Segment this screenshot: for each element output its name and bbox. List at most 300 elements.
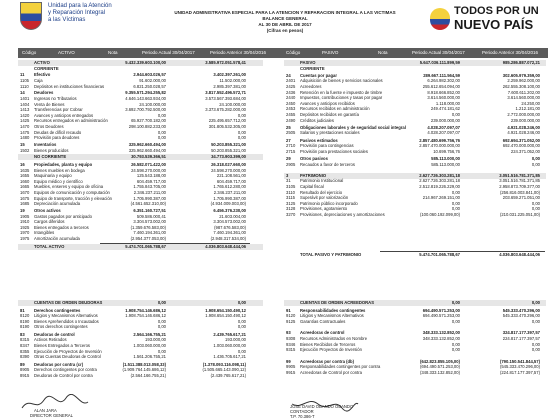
current-value: 2.512.819.226.229,00 (419, 184, 460, 189)
account-name: Retención en la fuente e impuesto de timbre (300, 89, 383, 95)
current-value: 5.474.701.065.788,67 (125, 243, 166, 249)
current-value: 24.100.000,00 (139, 101, 166, 107)
previous-value: 0,00 (531, 347, 540, 353)
memo-right-title (0, 300, 560, 306)
previous-value: 0,00 (237, 324, 246, 330)
previous-value: 50.203.855.321,00 (211, 142, 246, 147)
previous-value: (2.439.765.617,21) (210, 372, 246, 378)
account-name: Cuentas por pagar (300, 72, 337, 78)
previous-value: (4.934.009.003,00) (210, 201, 246, 207)
previous-value: 0,00 (531, 318, 540, 324)
account-code: 25 (286, 124, 291, 130)
current-value: 0,00 (451, 189, 460, 195)
current-value: 3.304.573.002,00 (133, 219, 166, 225)
current-value: (694.490.571.253,00) (419, 364, 460, 370)
previous-value: 3.585.972.051.578,41 (205, 60, 246, 65)
previous-value: 324.817.177.397,57 (502, 330, 540, 336)
previous-value: 225.495.657.712,00 (208, 118, 246, 124)
account-code: 2450 (286, 100, 296, 106)
current-value: 1.908.754.146.686,12 (125, 313, 166, 319)
slogan-line-1: TODOS POR UN (454, 5, 539, 17)
account-code: 8190 (20, 318, 30, 324)
account-code: 1470 (20, 124, 30, 129)
account-name: Impuestos, contribuciones y tasas por pagar (300, 95, 383, 101)
previous-value: 3.304.573.002,00 (213, 219, 246, 225)
account-code: 8915 (20, 372, 30, 378)
current-value: 2.346.237.211,00 (133, 190, 166, 195)
previous-value: 545.333.470.296,00 (502, 313, 540, 319)
previous-value: 3.573.567.393.684,00 (205, 96, 246, 101)
total-liabilities-equity-row (0, 252, 560, 258)
account-name: TOTAL ACTIVO (34, 243, 65, 249)
column-header-left: Nota (108, 50, 118, 55)
account-code: 8120 (20, 313, 30, 319)
current-value: 3.614.560.000,00 (427, 95, 460, 101)
account-name: Transferencias por Cobrar (34, 107, 83, 113)
account-name: Derechos contingentes por contra (34, 367, 97, 373)
account-code: 2425 (286, 84, 296, 89)
current-value: 2.627.726.303.281,18 (419, 172, 460, 178)
account-code: 9346 (286, 341, 296, 347)
signature-left-role: DIRECTOR GENERAL (30, 413, 73, 418)
account-name: Capital fiscal (300, 184, 324, 189)
title-line: UNIDAD ADMINISTRATIVA ESPECIAL PARA LA ATENCION Y REPARACION INTEGRAL A LAS VICTIMAS (174, 10, 396, 15)
current-value: 7.460.194.361,00 (133, 230, 166, 236)
account-name: Otros pasivos (300, 156, 328, 161)
account-name: Salarios y prestaciones sociales (300, 130, 360, 136)
current-value: 325.962.660.494,00 (128, 142, 166, 147)
account-code: 24 (286, 72, 291, 78)
account-name: Caja (34, 78, 43, 83)
account-name: Ejecución Proyectos de Inversión (300, 347, 362, 353)
title-line: BALANCE GENERAL (262, 16, 308, 21)
account-code: 1480 (20, 135, 30, 141)
previous-value: 0,00 (531, 200, 540, 206)
account-code: 91 (286, 307, 291, 313)
account-name: Ingresos no Tributarios (34, 96, 77, 101)
account-name: Depósitos en instituciones financieras (34, 83, 105, 89)
account-name: Venta de Bienes (34, 101, 65, 107)
account-name: Intangibles (34, 230, 55, 236)
title-line: AL 30 DE ABRIL DE 2017 (258, 22, 312, 27)
current-value: 604.459.717,00 (136, 178, 166, 184)
previous-value: 692.694.371.052,00 (502, 137, 540, 143)
account-code: 14 (20, 90, 25, 96)
current-value: 0,00 (157, 129, 166, 135)
account-name: Bienes Aprehendidos o Incautados (34, 318, 99, 324)
account-name: Muebles, enseres y equipo de oficina (34, 184, 104, 190)
previous-value: 302.605.979.359,00 (502, 72, 540, 78)
account-code: 2490 (286, 117, 296, 123)
account-name: Provisiones, depreciaciones y amortizaciones (300, 212, 385, 217)
current-value: 0,00 (157, 348, 166, 354)
account-code: 9915 (286, 370, 296, 375)
account-name: Depreciación acumulada (34, 201, 81, 207)
account-code: 1420 (20, 112, 30, 118)
account-code: 3270 (286, 212, 296, 217)
account-name: Bienes Recibidos de Terceros (300, 341, 356, 347)
account-name: Recursos entregados en administración (34, 118, 108, 124)
previous-value: 0,00 (237, 135, 246, 141)
account-code: 8190 (20, 324, 30, 330)
account-name: Responsabilidades contingentes por contra (300, 364, 381, 370)
current-value: 6.351.160.727,51 (133, 208, 166, 213)
account-name: Avances y anticipos recibidos (300, 100, 355, 106)
current-value: 4.646.143.663.934,00 (125, 96, 166, 101)
previous-value: 0,00 (531, 161, 540, 167)
previous-value: 193.000,00 (225, 337, 246, 343)
account-code: 1655 (20, 173, 30, 179)
account-name: Amortización acumulada (34, 236, 80, 241)
current-value: 2.857.480.699.756,76 (419, 137, 460, 143)
current-value: 239.000.000,00 (430, 117, 460, 123)
current-value: 2.627.726.303.281,18 (419, 178, 460, 184)
previous-value: 224.371.052,00 (510, 148, 540, 154)
account-code: 1970 (20, 230, 30, 236)
current-value: (4.561.652.310,00) (130, 201, 166, 207)
account-code: 9308 (286, 336, 296, 341)
table-row (0, 130, 560, 136)
account-name: CUENTAS DE ORDEN ACREEDORAS (300, 300, 374, 305)
table-row (0, 370, 560, 376)
account-code: 1110 (20, 83, 29, 89)
previous-value: 11.502.000,00 (219, 78, 246, 83)
current-value: 585.113.000,00 (431, 161, 460, 167)
current-value: 1.908.754.146.686,12 (125, 307, 166, 313)
previous-value: 0,00 (237, 348, 246, 354)
coat-of-arms-icon (20, 2, 42, 30)
column-header-right: Periodo Actual 30/04/2017 (412, 50, 465, 55)
account-name: Bienes Entregados a Terceros (34, 343, 91, 348)
current-value: 348.333.132.852,00 (422, 330, 460, 336)
previous-value: 34.773.903.399,00 (211, 154, 246, 160)
current-value: 8.918.666.852,00 (427, 89, 460, 95)
account-code: 1475 (20, 129, 30, 135)
account-code: 8355 (20, 348, 30, 354)
current-value: 9.355.571.294.255,82 (125, 90, 166, 96)
current-value: 30.793.539.366,51 (131, 154, 166, 160)
unit-name-line-1: Unidad para la Atención (48, 3, 112, 9)
previous-value: (210.031.225.051,00) (499, 212, 540, 217)
account-code: 1635 (20, 167, 30, 173)
current-value: 0,00 (451, 200, 460, 206)
current-value: 0,00 (157, 112, 166, 118)
previous-value: (790.150.541.844,57) (499, 358, 540, 364)
current-value: 694.490.571.253,00 (422, 313, 460, 319)
account-name: Provisión para contingencias (300, 143, 354, 149)
current-value: 0,00 (157, 135, 166, 141)
current-value: 1.118.000,00 (435, 100, 460, 106)
account-code: 2455 (286, 112, 296, 117)
previous-value: 24.598.270.000,00 (211, 167, 246, 173)
current-value: 585.113.000,00 (431, 156, 460, 161)
previous-value: 221.108.561,00 (216, 173, 246, 179)
account-name: Recaudos a favor de terceros (300, 161, 355, 167)
previous-value: 26.318.027.660,00 (211, 162, 246, 167)
account-name: Adquisición de bienes y servicios nacionales (300, 78, 383, 84)
account-code: 3110 (286, 189, 296, 195)
previous-value: 0,00 (237, 300, 246, 305)
title-line: (Cifras en pesos) (266, 28, 304, 33)
previous-value: 1.908.654.150.490,12 (205, 313, 246, 319)
previous-value: 985.286.887.072,21 (502, 60, 540, 65)
previous-value: 2.346.237.211,00 (213, 190, 246, 195)
current-value: 694.490.571.253,00 (422, 307, 460, 313)
current-value: 5.474.701.065.788,67 (419, 252, 460, 258)
account-name: Otros derechos contingentes (34, 324, 88, 330)
account-name: Acreedoras de control (300, 330, 345, 336)
account-code: 1905 (20, 213, 30, 219)
current-value: 65.927.700.182,00 (131, 118, 166, 124)
account-code: 1660 (20, 178, 30, 184)
account-name: Litigios y Mecanismos Alternativos (34, 313, 98, 319)
unit-name-line-2: y Reparación Integral (48, 10, 106, 16)
account-code: 9905 (286, 364, 296, 370)
account-name: Superávit por valorización (300, 195, 349, 201)
account-code: 2436 (286, 89, 296, 95)
account-name: CORRIENTE (300, 65, 325, 71)
previous-value: 0,00 (237, 318, 246, 324)
current-value: (1.359.676.583,00) (130, 224, 166, 230)
previous-value: 3.817.552.496.572,71 (205, 90, 246, 96)
account-code: 1675 (20, 195, 30, 201)
signature-right-role: CONTADOR (290, 409, 314, 414)
current-value: (1.909.764.145.686,12) (122, 367, 166, 373)
section-title (0, 66, 560, 72)
current-value: 1.705.990.387,00 (133, 195, 166, 201)
current-value: 24.598.270.000,00 (131, 167, 166, 173)
current-value: (1.511.388.013.058,33) (122, 361, 166, 367)
previous-value: 301.805.532.305,00 (208, 124, 246, 129)
account-name: Provisión para prestaciones sociales (300, 148, 368, 154)
current-value: 5.432.339.603.100,00 (125, 60, 166, 65)
account-name: TOTAL PASIVO Y PATRIMONIO (300, 252, 362, 258)
previous-value: (256.816.003.841,00) (499, 189, 540, 195)
account-code: 1105 (20, 78, 30, 83)
column-header-left: Código (22, 50, 37, 55)
previous-value: 2.958.873.709.377,00 (499, 184, 540, 189)
current-value: 0,00 (451, 347, 460, 353)
column-header-right: Periodo Anterior 30/04/2016 (482, 50, 539, 55)
account-code: 2440 (286, 95, 296, 101)
previous-value: 1.908.654.150.490,12 (205, 307, 246, 313)
account-code: 1925 (20, 224, 30, 230)
account-code: 83 (20, 331, 25, 337)
previous-value: 1.212.181,00 (515, 106, 540, 112)
previous-value: 0,00 (237, 129, 246, 135)
account-name: Créditos judiciales (300, 117, 334, 123)
account-name: Equipo de transporte, tracción y elevación (34, 195, 112, 201)
account-code: 1685 (20, 201, 30, 207)
account-code: 1910 (20, 219, 30, 225)
previous-value: 224.817.177.397,57 (502, 336, 540, 341)
current-value: 0,00 (451, 341, 460, 347)
current-value: 1.003.060.000,00 (133, 343, 166, 348)
account-name: Bienes producidos (34, 147, 69, 153)
account-name: Activos Retirados (34, 337, 67, 343)
current-value: 255.612.654.094,00 (422, 84, 460, 89)
account-name: Otros activos (34, 208, 61, 213)
account-name: Deudores (34, 90, 54, 96)
current-value: 214.967.269.151,00 (422, 195, 460, 201)
account-name: Deudoras de Control por contra (34, 372, 93, 378)
account-code: 3105 (286, 184, 296, 189)
previous-value: 24.100.000,00 (219, 101, 246, 107)
current-value: 298.100.882.233,00 (128, 124, 166, 129)
previous-value: 1.705.990.387,00 (213, 195, 246, 201)
signature-right-tp: T.P. 70.386-T (290, 414, 315, 419)
current-value: 3.692.700.792.500,00 (125, 107, 166, 113)
current-value: 0,00 (157, 324, 166, 330)
previous-value: 2.985.397.381,00 (213, 83, 246, 89)
current-value: 91.602.000,00 (139, 78, 166, 83)
previous-value: 6.456.376.230,00 (213, 208, 246, 213)
account-name: PASIVO (300, 60, 316, 65)
account-name: Acreedoras de Control por contra (300, 370, 362, 375)
account-code: 8315 (20, 337, 30, 343)
previous-value: 2.439.765.617,21 (213, 331, 246, 337)
current-value: 2.857.470.000.000,00 (419, 143, 460, 149)
previous-value: (2.948.317.534,00) (210, 236, 246, 241)
current-value: 249.474.181,62 (430, 106, 460, 112)
account-code: 1665 (20, 184, 30, 190)
current-value: 26.582.071.422,00 (131, 162, 166, 167)
account-name: Inventarios (34, 142, 57, 147)
previous-value: 3.373.675.282.000,00 (205, 107, 246, 113)
account-name: Derechos contingentes (34, 307, 81, 313)
account-name: Recursos recibidos en administración (300, 106, 370, 112)
table-row (0, 149, 560, 155)
account-code: 3 (286, 172, 289, 178)
signature-right-name: JOSE DAVID OBANDO OBANDO (290, 404, 354, 409)
account-name: Bienes entregados a terceros (34, 224, 89, 230)
account-code: 2453 (286, 106, 296, 112)
current-value: 6.264.982.302,00 (427, 78, 460, 84)
account-code: 11 (20, 72, 25, 78)
previous-value: (224.817.177.397,57) (499, 370, 540, 375)
previous-value: (1.505.665.143.090,12) (202, 367, 246, 373)
account-code: 2905 (286, 161, 296, 167)
current-value: 1.561.206.755,21 (133, 354, 166, 360)
account-code: 8905 (20, 367, 30, 373)
current-value: 10.699.756,76 (433, 148, 460, 154)
current-value: (348.333.132.852,00) (419, 370, 460, 375)
account-name: Equipos de comunicación y computación (34, 190, 110, 195)
account-code: 19 (20, 208, 25, 213)
current-value: 0,00 (157, 318, 166, 324)
account-name: Litigios y Mecanismos Alternativos (300, 313, 364, 319)
account-name: NO CORRIENTE (34, 154, 67, 160)
current-value: (2.954.377.053,00) (130, 236, 166, 241)
current-value: 193.000,00 (145, 337, 166, 343)
previous-value: 0,00 (531, 300, 540, 305)
account-code: 3115 (286, 195, 296, 201)
account-name: Provisiones, agotamiento (300, 206, 348, 212)
account-code: 3128 (286, 206, 296, 212)
column-header-left: Periodo Actual 30/04/2017 (142, 50, 195, 55)
account-name: ACTIVO (34, 60, 50, 65)
account-name: Pasivos estimados (300, 137, 338, 143)
current-value: 5.647.036.111.899,59 (419, 60, 460, 65)
account-code: 1401 (20, 96, 30, 101)
account-code: 81 (20, 307, 25, 313)
account-code: 93 (286, 330, 291, 336)
account-code: 1404 (20, 101, 30, 107)
table-row (0, 212, 560, 218)
account-name: Efectivo (34, 72, 51, 78)
previous-value: 3.402.397.261,00 (213, 72, 246, 78)
current-value: 2.944.603.026,57 (133, 72, 166, 78)
previous-value: 3.051.516.781.371,85 (499, 178, 540, 184)
account-name: Maquinaria y equipo (34, 173, 72, 179)
total-assets-row (0, 244, 560, 250)
account-code: 3125 (286, 200, 296, 206)
account-code: 1670 (20, 190, 30, 195)
account-name: CORRIENTE (34, 65, 59, 71)
previous-value: 3.614.560.000,00 (507, 95, 540, 101)
account-name: Acreedoras por contra (db) (300, 358, 354, 364)
previous-value: 4.036.803.648.444,06 (205, 243, 246, 249)
account-name: Resultado del ejercicio (300, 189, 343, 195)
previous-value: 21.603.004,00 (219, 213, 246, 219)
column-header-right: Nota (378, 50, 388, 55)
account-name: Deudoras de control (34, 331, 75, 337)
account-name: Patrimonio Institucional (300, 178, 344, 184)
account-name: Depósitos recibidos en garantía (300, 112, 359, 117)
account-name: Acreedores (300, 84, 322, 89)
current-value: 0,00 (451, 206, 460, 212)
previous-value: 203.659.271.051,00 (502, 195, 540, 201)
account-code: 1413 (20, 107, 30, 113)
current-value: 0,00 (451, 318, 460, 324)
current-value: 289.667.111.564,59 (423, 72, 460, 78)
account-code: 9315 (286, 347, 296, 353)
account-code: 1425 (20, 118, 30, 124)
previous-value: 50.203.855.321,00 (211, 147, 246, 153)
column-header-left: ACTIVO (58, 50, 75, 55)
signature-left-name: ALAN JARA (34, 408, 57, 413)
account-name: Garantías Contractuales (300, 318, 346, 324)
account-name: Cargos diferidos (34, 219, 65, 225)
account-code: 2505 (286, 130, 296, 136)
previous-value: 4.921.028.246,00 (507, 124, 540, 130)
unit-name-line-3: a las Víctimas (48, 17, 86, 23)
account-name: Recursos Administrados en Nombre (300, 336, 368, 341)
slogan-line-2: NUEVO PAÍS (454, 17, 534, 32)
account-name: Provisión para deudores (34, 135, 80, 141)
table-row (0, 319, 560, 325)
account-code: 1975 (20, 236, 30, 241)
previous-value: 4.036.803.648.444,06 (499, 252, 540, 258)
account-code: 2401 (286, 78, 296, 84)
account-code: 99 (286, 358, 291, 364)
previous-value: 604.459.717,00 (216, 178, 246, 184)
account-name: Avances y anticipos entregados (34, 112, 94, 118)
account-code: 2710 (286, 143, 296, 149)
current-value: 4.028.207.097,07 (427, 130, 460, 136)
current-value: 2.564.166.755,21 (133, 331, 166, 337)
previous-value: 1.003.060.000,00 (213, 343, 246, 348)
previous-value: 7.600.611.202,00 (507, 89, 540, 95)
account-name: Deudas de difícil recaudo (34, 129, 82, 135)
previous-value: 0,00 (531, 206, 540, 212)
account-code: 16 (20, 162, 25, 167)
table-row (0, 347, 560, 353)
account-name: Equipo médico y científico (34, 178, 83, 184)
previous-value: (545.333.470.296,00) (499, 364, 540, 370)
column-header-right: Código (286, 50, 301, 55)
previous-value: 262.555.308.100,00 (502, 84, 540, 89)
